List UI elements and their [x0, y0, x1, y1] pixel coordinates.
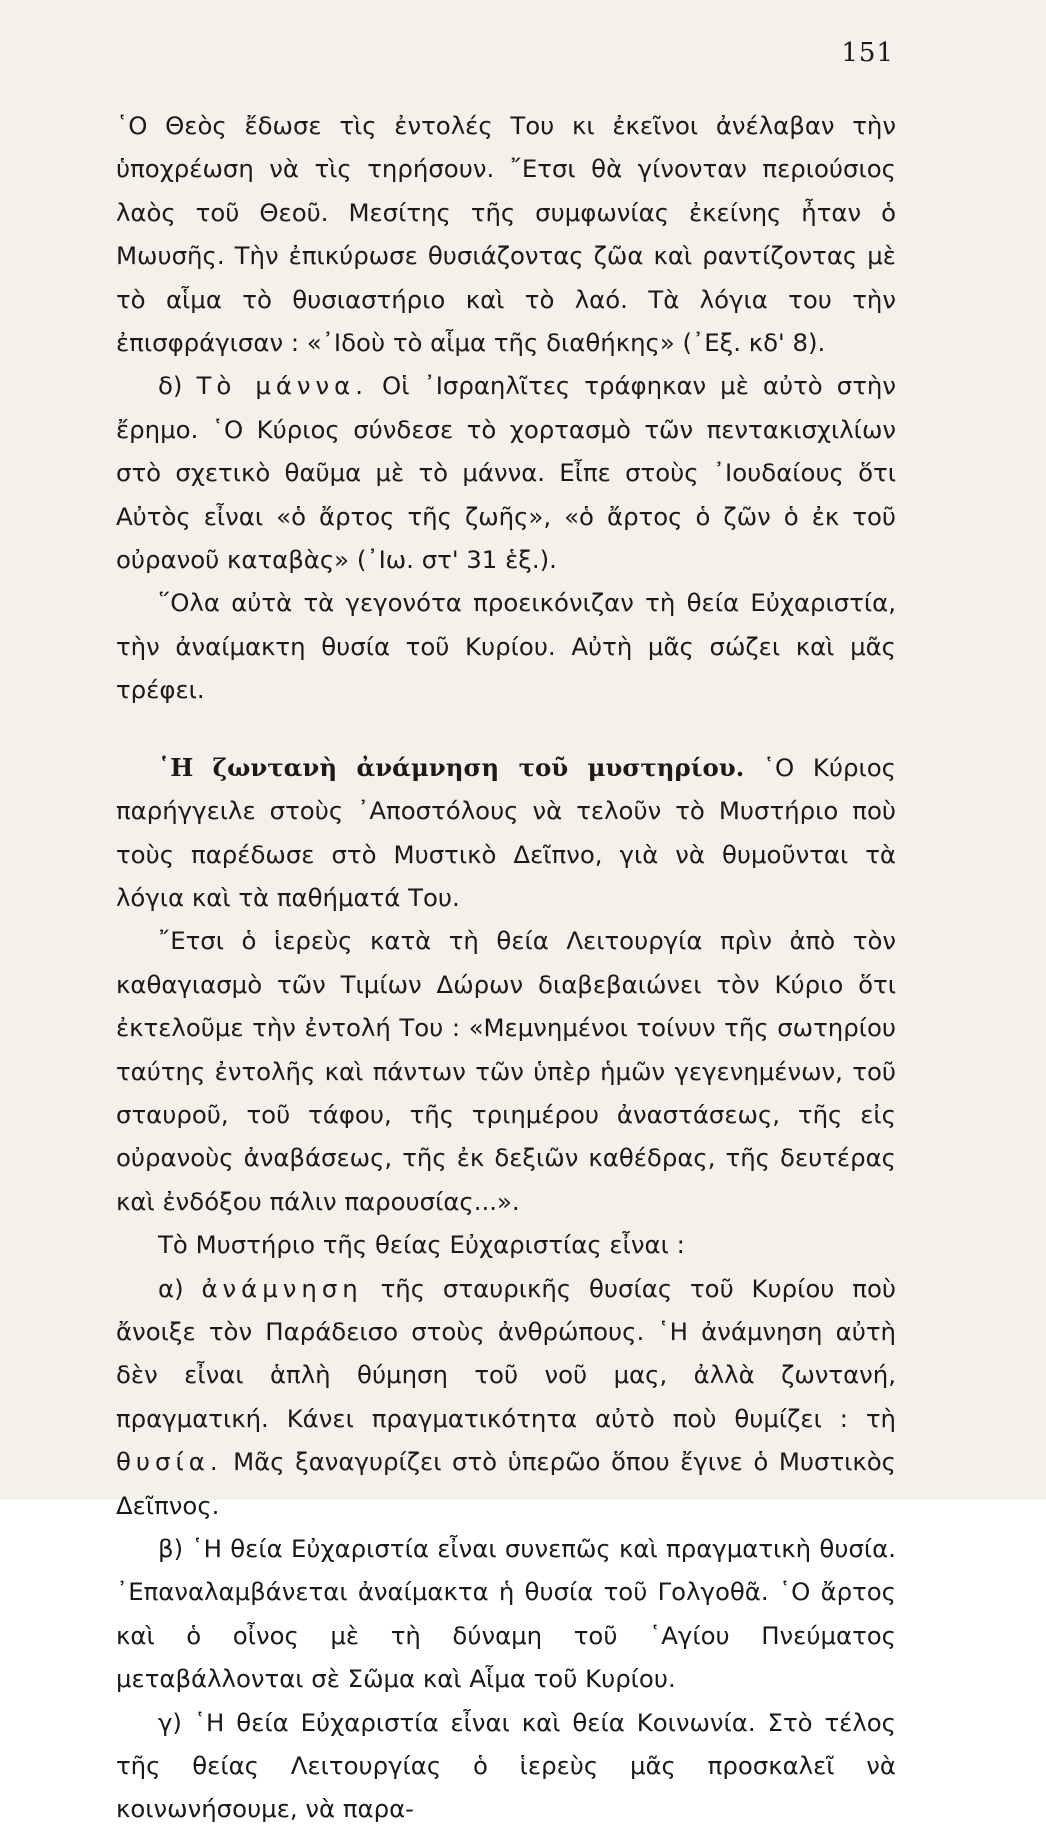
- paragraph-prefiguration: ῞Ολα αὐτὰ τὰ γεγονότα προεικόνιζαν τὴ θεία Εὐχαριστία, τὴν ἀναίμακτη θυσία τοῦ Κυρίου. Αὐτὴ μᾶς σώζει καὶ μᾶς τρέφει.: [116, 588, 896, 705]
- paragraph-manna: [116, 364, 896, 581]
- emphasized-term: Τὸ μάννα.: [196, 371, 368, 401]
- page-text: [116, 104, 896, 1831]
- emphasized-term: ἀνάμνηση: [201, 1273, 363, 1303]
- paragraph-covenant: ῾Ο Θεὸς ἔδωσε τὶς ἐντολές Του κι ἐκεῖνοι ἀνέλαβαν τὴν ὑποχρέωση νὰ τὶς τηρήσουν. ῎Ετσι θὰ γίνονταν περιούσιος λαὸς τοῦ Θεοῦ. Μεσίτης τῆς συμφωνίας ἐκείνης ἦταν ὁ Μωυσῆς. Τὴν ἐπικύρωσε θυσιάζοντας ζῶα καὶ ραντίζοντας μὲ τὸ αἷμα τὸ θυσιαστήριο καὶ τὸ λαό. Τὰ λόγια του τὴν ἐπισφράγισαν : «᾿Ιδοὺ τὸ αἷμα τῆς διαθήκης» (᾿Εξ. κδ' 8).: [116, 111, 896, 358]
- paragraph-sacrifice: β) ῾Η θεία Εὐχαριστία εἶναι συνεπῶς καὶ πραγματικὴ θυσία. ᾿Επαναλαμβάνεται ἀναίμακτα ἡ θυσία τοῦ Γολγοθᾶ. ῾Ο ἄρτος καὶ ὁ οἶνος μὲ τὴ δύναμη τοῦ ῾Αγίου Πνεύματος μεταβάλλονται σὲ Σῶμα καὶ Αἷμα τοῦ Κυρίου.: [116, 1534, 896, 1694]
- paragraph-anamnesis: [116, 1267, 896, 1527]
- page-number: 151: [841, 38, 894, 68]
- paragraph-intro: Τὸ Μυστήριο τῆς θείας Εὐχαριστίας εἶναι :: [158, 1230, 685, 1260]
- section-heading: ῾Η ζωντανὴ ἀνάμνηση τοῦ μυστηρίου.: [158, 752, 745, 782]
- paragraph-liturgy-quote: ῎Ετσι ὁ ἱερεὺς κατὰ τὴ θεία Λειτουργία πρὶν ἀπὸ τὸν καθαγιασμὸ τῶν Τιμίων Δώρων διαβεβαιώνει τὸν Κύριο ὅτι ἐκτελοῦμε τὴν ἐντολή Του : «Μεμνημένοι τοίνυν τῆς σωτηρίου ταύτης ἐντολῆς καὶ πάντων τῶν ὑπὲρ ἡμῶν γεγενημένων, τοῦ σταυροῦ, τοῦ τάφου, τῆς τριημέρου ἀναστάσεως, τῆς εἰς οὐρανοὺς ἀναβάσεως, τῆς ἐκ δεξιῶν καθέδρας, τῆς δευτέρας καὶ ἐνδόξου πάλιν παρουσίας...».: [116, 926, 896, 1216]
- paragraph-communion: γ) ῾Η θεία Εὐχαριστία εἶναι καὶ θεία Κοινωνία. Στὸ τέλος τῆς θείας Λειτουργίας ὁ ἱερεὺς μᾶς προσκαλεῖ νὰ κοινωνήσουμε, νὰ παρα-: [116, 1707, 896, 1824]
- paragraph-text: Μᾶς ξαναγυρίζει στὸ ὑπερῶο ὅπου ἔγινε ὁ Μυστικὸς Δεῖπνος.: [116, 1447, 896, 1520]
- paragraph-living-remembrance: [116, 746, 896, 920]
- list-marker: δ): [158, 371, 197, 401]
- paragraph-text: ῾Ο Κύριος παρήγγειλε στοὺς ᾿Αποστόλους νὰ τελοῦν τὸ Μυστήριο ποὺ τοὺς παρέδωσε στὸ Μυστικὸ Δεῖπνο, γιὰ νὰ θυμοῦνται τὰ λόγια καὶ τὰ παθήματά Του.: [116, 752, 896, 912]
- emphasized-term: θυσία.: [116, 1447, 223, 1477]
- paragraph-text: τῆς σταυρικῆς θυσίας τοῦ Κυρίου ποὺ ἄνοιξε τὸν Παράδεισο στοὺς ἀνθρώπους. ῾Η ἀνάμνηση αὐτὴ δὲν εἶναι ἁπλὴ θύμηση τοῦ νοῦ μας, ἀλλὰ ζωντανή, πραγματική. Κάνει πραγματικότητα αὐτὸ ποὺ θυμίζει : τὴ: [116, 1273, 896, 1433]
- list-marker: α): [158, 1273, 202, 1303]
- paragraph-text: Οἱ ᾿Ισραηλῖτες τράφηκαν μὲ αὐτὸ στὴν ἔρημο. ῾Ο Κύριος σύνδεσε τὸ χορτασμὸ τῶν πεντακισχιλίων στὸ σχετικὸ θαῦμα μὲ τὸ μάννα. Εἶπε στοὺς ᾿Ιουδαίους ὅτι Αὐτὸς εἶναι «ὁ ἄρτος τῆς ζωῆς», «ὁ ἄρτος ὁ ζῶν ὁ ἐκ τοῦ οὐρανοῦ καταβὰς» (᾿Ιω. στ' 31 ἑξ.).: [116, 371, 896, 575]
